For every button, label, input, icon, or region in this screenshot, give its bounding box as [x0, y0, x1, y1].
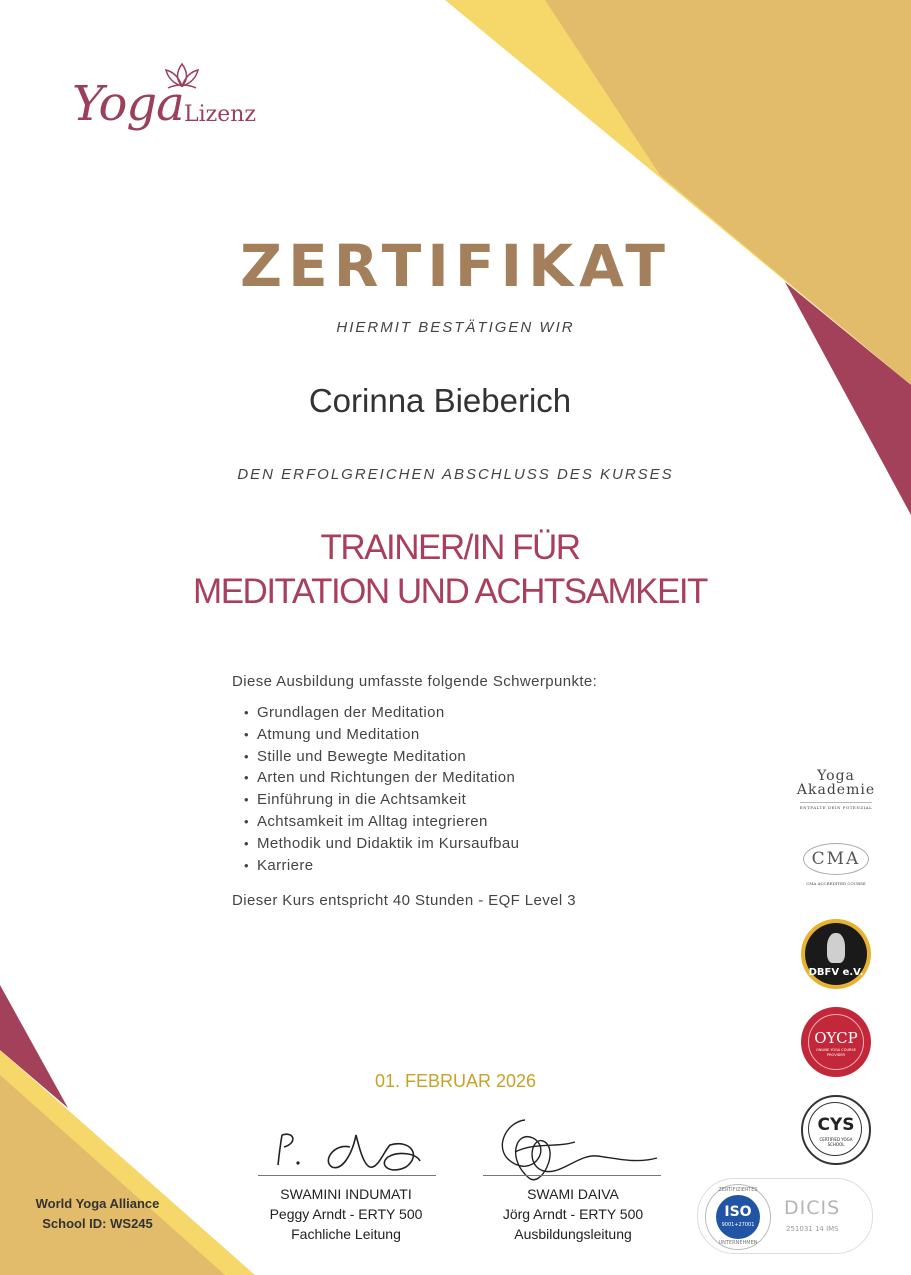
topic-item: • Grundlagen der Meditation [244, 702, 519, 724]
signature-left-line [258, 1175, 436, 1176]
oycp-sub: ONLINE YOGA COURSE PROVIDER [816, 1048, 856, 1057]
school-name: World Yoga Alliance [35, 1196, 160, 1211]
logo-lizenz-text: Lizenz [184, 102, 257, 127]
dicis-id: 251031 14 IMS [786, 1225, 839, 1233]
signature-left-image [260, 1125, 440, 1180]
completion-text: DEN ERFOLGREICHEN ABSCHLUSS DES KURSES [237, 466, 674, 483]
oycp-badge [801, 1007, 871, 1077]
akademie-line2: Akademie [796, 782, 876, 798]
confirm-text: HIERMIT BESTÄTIGEN WIR [336, 319, 575, 336]
topics-list [244, 702, 519, 876]
akademie-line1: Yoga [817, 768, 855, 784]
yoga-akademie-badge [790, 768, 882, 810]
topic-item: • Achtsamkeit im Alltag integrieren [244, 811, 519, 833]
yoga-lizenz-logo [72, 62, 292, 152]
topic-item: • Atmung und Meditation [244, 724, 519, 746]
topic-item: • Methodik und Didaktik im Kursaufbau [244, 833, 519, 855]
signature-right-block [463, 1184, 683, 1244]
dbfv-label: DBFV e.V. [808, 967, 864, 978]
cys-label: CYS [817, 1115, 855, 1135]
iso-ring-top: ZERTIFIZIERTES [718, 1187, 758, 1193]
iso-sub: 9001+27001 [721, 1222, 755, 1228]
topic-item: • Arten und Richtungen der Meditation [244, 767, 519, 789]
iso-ring-bottom: UNTERNEHMEN [718, 1240, 758, 1246]
signature-right-line [483, 1175, 661, 1176]
recipient-name: Corinna Bieberich [308, 382, 572, 419]
iso-label: ISO [724, 1204, 752, 1220]
hours-text: Dieser Kurs entspricht 40 Stunden - EQF Level 3 [232, 892, 576, 909]
school-info [30, 1194, 165, 1234]
topic-item: • Einführung in die Achtsamkeit [244, 789, 519, 811]
bottom-left-gold-band [0, 1075, 225, 1275]
course-title-line2: MEDITATION UND ACHTSAMKEIT [193, 572, 707, 611]
iso-dicis-badge [697, 1178, 873, 1254]
cma-label: CMA [803, 843, 869, 875]
certificate-date: 01. FEBRUAR 2026 [374, 1071, 537, 1091]
signer-right-person: Jörg Arndt - ERTY 500 [502, 1206, 644, 1222]
logo-yoga-text: Yoga [72, 76, 184, 132]
topics-intro: Diese Ausbildung umfasste folgende Schwerpunkte: [232, 673, 598, 690]
topic-item: • Karriere [244, 855, 519, 877]
dbfv-badge [801, 919, 871, 989]
signer-right-role: Ausbildungsleitung [514, 1226, 632, 1242]
dicis-label: DICIS [784, 1197, 841, 1219]
cys-sub: CERTIFIED YOGA SCHOOL [819, 1137, 853, 1147]
cma-badge [800, 843, 872, 886]
cma-caption: CMA ACCREDITED COURSE [806, 881, 866, 886]
signer-right-name: SWAMI DAIVA [527, 1186, 619, 1202]
oycp-label: OYCP [814, 1029, 858, 1047]
signer-left-person: Peggy Arndt - ERTY 500 [269, 1206, 423, 1222]
school-id: School ID: WS245 [42, 1216, 153, 1231]
bodybuilder-icon [827, 933, 845, 963]
signer-left-role: Fachliche Leitung [291, 1226, 401, 1242]
topic-item: • Stille und Bewegte Meditation [244, 746, 519, 768]
certificate-title: ZERTIFIKAT [240, 232, 671, 300]
akademie-tagline: ENTFALTE DEIN POTENZIAL [799, 805, 873, 810]
course-title-line1: TRAINER/IN FÜR [320, 528, 580, 567]
signer-left-name: SWAMINI INDUMATI [280, 1186, 412, 1202]
signature-left-block [236, 1184, 456, 1244]
cys-badge [801, 1095, 871, 1165]
